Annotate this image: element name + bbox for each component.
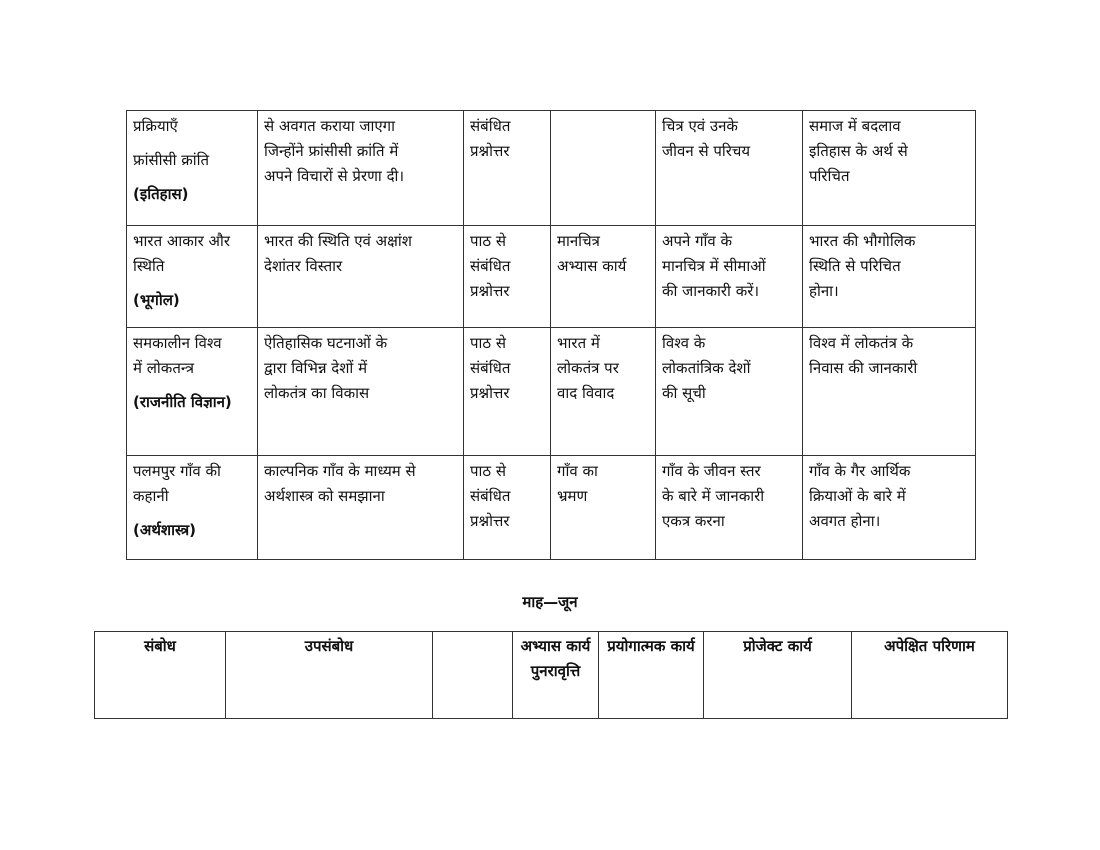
subject-label: (अर्थशास्त्र) <box>133 521 196 539</box>
topic-cell <box>127 111 258 226</box>
practice-cell <box>464 328 551 456</box>
cell-line: लोकतंत्र का विकास <box>264 384 370 402</box>
cell-line: गाँव का <box>557 462 598 480</box>
cell-line: संबंधित <box>470 117 511 135</box>
header-project: प्रोजेक्ट कार्य <box>704 632 852 719</box>
cell-line: भारत की स्थिति एवं अक्षांश <box>264 232 412 250</box>
cell-line: पलमपुर गाँव की <box>133 462 221 480</box>
cell-line: प्रश्नोत्तर <box>470 142 510 160</box>
cell-line: अर्थशास्त्र को समझाना <box>264 487 385 505</box>
table-row <box>127 456 976 560</box>
outcome-cell <box>803 111 976 226</box>
practice-cell <box>464 226 551 328</box>
sub-concept-cell <box>258 111 464 226</box>
cell-line: में लोकतन्त्र <box>133 359 195 377</box>
cell-line: ऐतिहासिक घटनाओं के <box>264 334 388 352</box>
cell-line: की सूची <box>662 384 706 402</box>
practical-cell <box>551 328 656 456</box>
practical-cell <box>551 111 656 226</box>
cell-line: मानचित्र <box>557 232 600 250</box>
cell-line: निवास की जानकारी <box>809 359 918 377</box>
cell-line: अभ्यास कार्य <box>557 257 627 275</box>
cell-line: भारत की भौगोलिक <box>809 232 916 250</box>
cell-line: समकालीन विश्व <box>133 334 222 352</box>
cell-line: गाँव के गैर आर्थिक <box>809 462 911 480</box>
practice-cell <box>464 111 551 226</box>
cell-line: काल्पनिक गाँव के माध्यम से <box>264 462 416 480</box>
cell-line: जिन्होंने फ्रांसीसी क्रांति में <box>264 142 399 160</box>
cell-line: प्रश्नोत्तर <box>470 384 510 402</box>
cell-line: क्रियाओं के बारे में <box>809 487 906 505</box>
topic-cell <box>127 456 258 560</box>
cell-line: एकत्र करना <box>662 512 725 530</box>
header-practice: अभ्यास कार्य पुनरावृत्ति <box>513 632 599 719</box>
project-cell <box>656 226 803 328</box>
june-plan-table <box>94 631 1008 719</box>
cell-line: स्थिति से परिचित <box>809 257 901 275</box>
cell-line: समाज में बदलाव <box>809 117 901 135</box>
table-row <box>127 328 976 456</box>
cell-line: इतिहास के अर्थ से <box>809 142 908 160</box>
cell-line: के बारे में जानकारी <box>662 487 765 505</box>
header-concept: संबोध <box>95 632 226 719</box>
cell-line: संबंधित <box>470 257 511 275</box>
cell-line: फ्रांसीसी क्रांति <box>133 151 210 169</box>
cell-line: पाठ से <box>470 462 507 480</box>
table-row <box>127 111 976 226</box>
cell-line: लोकतांत्रिक देशों <box>662 359 751 377</box>
topic-cell <box>127 328 258 456</box>
month-heading: माह—जून <box>522 593 578 611</box>
header-blank <box>433 632 513 719</box>
cell-line: कहानी <box>133 487 169 505</box>
cell-line: भारत आकार और <box>133 232 231 250</box>
subject-label: (राजनीति विज्ञान) <box>133 393 232 411</box>
cell-line: द्वारा विभिन्न देशों में <box>264 359 368 377</box>
sub-concept-cell <box>258 328 464 456</box>
cell-line: प्रश्नोत्तर <box>470 512 510 530</box>
cell-line: परिचित <box>809 167 850 185</box>
cell-line: चित्र एवं उनके <box>662 117 738 135</box>
header-outcome: अपेक्षित परिणाम <box>852 632 1008 719</box>
outcome-cell <box>803 226 976 328</box>
cell-line: गाँव के जीवन स्तर <box>662 462 761 480</box>
subject-label: (इतिहास) <box>133 185 189 203</box>
header-row <box>95 632 1008 719</box>
project-cell <box>656 111 803 226</box>
cell-line: अपने विचारों से प्रेरणा दी। <box>264 167 405 185</box>
topic-cell <box>127 226 258 328</box>
cell-line: स्थिति <box>133 257 165 275</box>
outcome-cell <box>803 328 976 456</box>
cell-line: मानचित्र में सीमाओं <box>662 257 766 275</box>
practical-cell <box>551 226 656 328</box>
practical-cell <box>551 456 656 560</box>
lesson-plan-table <box>126 110 976 560</box>
outcome-cell <box>803 456 976 560</box>
cell-line: होना। <box>809 282 839 300</box>
cell-line: भ्रमण <box>557 487 588 505</box>
cell-line: की जानकारी करें। <box>662 282 760 300</box>
cell-line: वाद विवाद <box>557 384 615 402</box>
project-cell <box>656 456 803 560</box>
cell-line: पाठ से <box>470 334 507 352</box>
cell-line: संबंधित <box>470 487 511 505</box>
header-practical: प्रयोगात्मक कार्य <box>599 632 704 719</box>
cell-line: भारत में <box>557 334 600 352</box>
cell-line: विश्व के <box>662 334 706 352</box>
cell-line: पाठ से <box>470 232 507 250</box>
cell-line: लोकतंत्र पर <box>557 359 619 377</box>
cell-line: अवगत होना। <box>809 512 881 530</box>
project-cell <box>656 328 803 456</box>
header-sub-concept: उपसंबोध <box>226 632 433 719</box>
cell-line: प्रक्रियाएँ <box>133 117 178 135</box>
cell-line: विश्व में लोकतंत्र के <box>809 334 914 352</box>
table-row <box>127 226 976 328</box>
cell-line: जीवन से परिचय <box>662 142 751 160</box>
subject-label: (भूगोल) <box>133 291 180 309</box>
cell-line: अपने गाँव के <box>662 232 733 250</box>
sub-concept-cell <box>258 456 464 560</box>
cell-line: देशांतर विस्तार <box>264 257 343 275</box>
cell-line: संबंधित <box>470 359 511 377</box>
cell-line: से अवगत कराया जाएगा <box>264 117 396 135</box>
sub-concept-cell <box>258 226 464 328</box>
practice-cell <box>464 456 551 560</box>
cell-line: प्रश्नोत्तर <box>470 282 510 300</box>
